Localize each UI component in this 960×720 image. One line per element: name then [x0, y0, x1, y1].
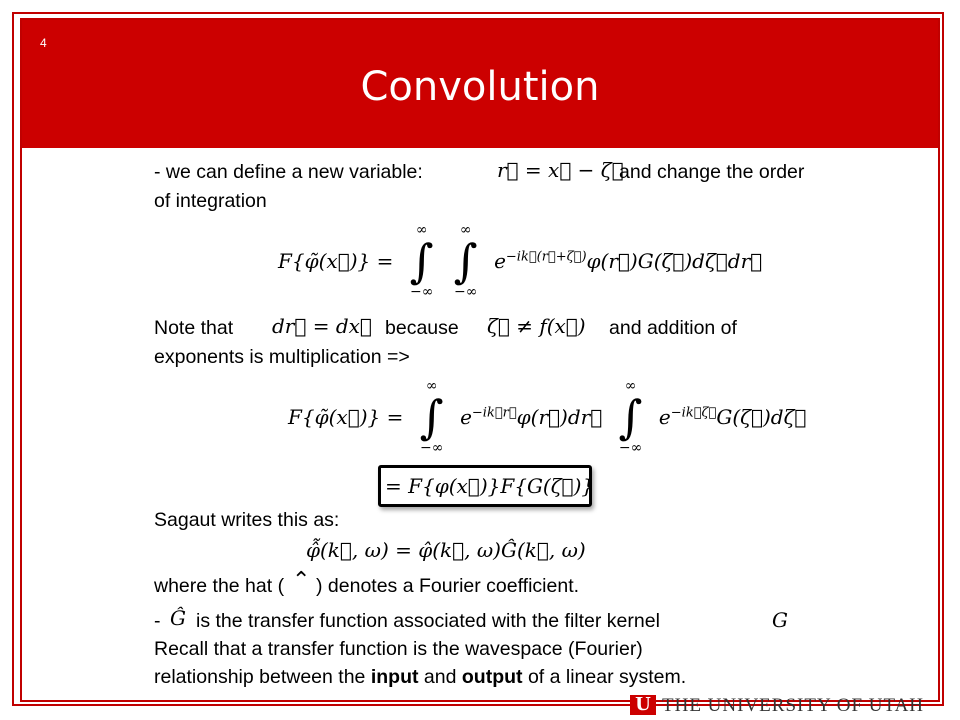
text-transfer-function: is the transfer function associated with the filter kernel	[196, 610, 660, 632]
text-recall-line1: Recall that a transfer function is the wavespace (Fourier)	[154, 638, 643, 660]
u-logo-icon: U	[630, 695, 656, 715]
text-output-bold: output	[461, 666, 523, 688]
text-addition-of: and addition of	[609, 317, 737, 339]
text-sagaut: Sagaut writes this as:	[154, 509, 340, 531]
text-input-bold: input	[370, 666, 419, 688]
text-note-that: Note that	[154, 317, 234, 339]
text-exponents: exponents is multiplication =>	[154, 346, 410, 368]
university-name: THE UNIVERSITY OF UTAH	[662, 695, 925, 716]
equation-double-integral: F{φ̃(x⃗)} = ∞ ∫ −∞ ∞ ∫ −∞ $e^{-ik⃗(r⃗+\zeta⃗)}\varphi(r⃗)G(\zeta⃗)d\zeta⃗dr⃗$	[278, 222, 763, 300]
text-because: because	[385, 317, 459, 339]
hat-symbol: ⌃	[292, 568, 311, 593]
text-hat-suffix: ) denotes a Fourier coefficient.	[316, 575, 580, 597]
equation-G-hat: Ĝ	[170, 606, 186, 630]
text-dash: -	[154, 610, 161, 632]
text-recall-line2: relationship between the input and output of a linear system.	[154, 666, 687, 688]
equation-boxed-result: = F{φ(x⃗)}F{G(ζ⃗)}	[385, 474, 595, 498]
text-define-variable: - we can define a new variable:	[154, 161, 423, 183]
slide-number: 4	[40, 36, 47, 50]
equation-r-definition: r⃗ = x⃗ − ζ⃗	[497, 158, 624, 182]
equation-sagaut-hat: φ̂̃(k⃗, ω) = φ̂(k⃗, ω)Ĝ(k⃗, ω)	[306, 538, 586, 562]
slide-title: Convolution	[360, 64, 600, 110]
text-of-integration: of integration	[154, 190, 267, 212]
university-logo	[630, 695, 930, 717]
equation-zeta-neq: ζ⃗ ≠ f(x⃗)	[487, 314, 586, 338]
text-hat-prefix: where the hat (	[154, 575, 285, 597]
text-change-order: and change the order	[619, 161, 805, 183]
equation-G-kernel: G	[772, 608, 788, 632]
equation-dr-dx: dr⃗ = dx⃗	[272, 314, 372, 338]
equation-product-integrals: F{φ̃(x⃗)} = ∞ ∫ −∞ $e^{-ik⃗r⃗}\varphi(r⃗)dr⃗$ ∞ ∫ −∞ $e^{-ik⃗\zeta⃗}G(\zeta⃗)d\zeta⃗$	[288, 378, 807, 456]
